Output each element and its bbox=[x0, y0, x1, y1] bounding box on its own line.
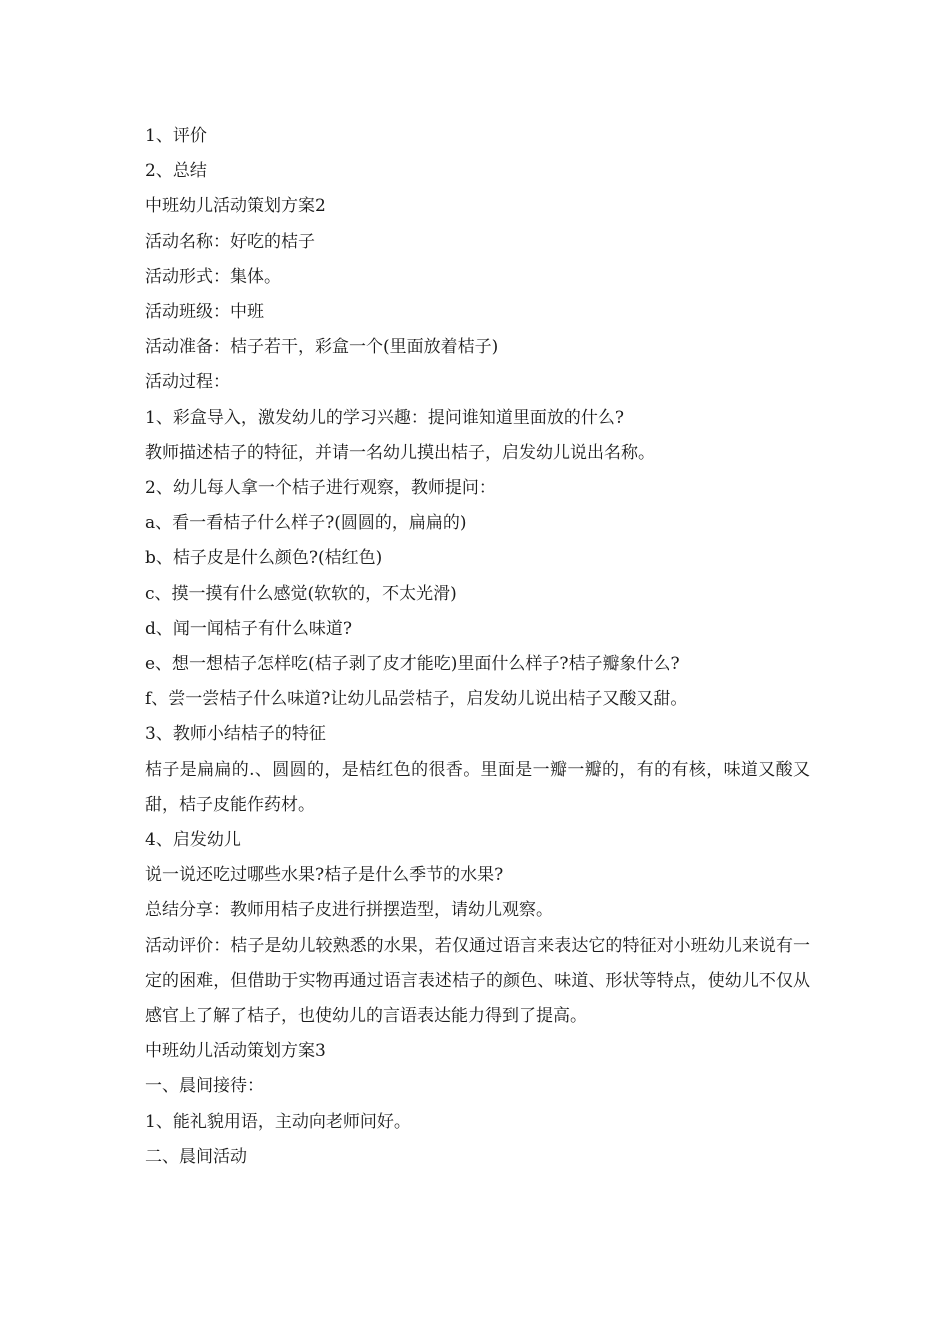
text-line: 说一说还吃过哪些水果?桔子是什么季节的水果? bbox=[145, 865, 504, 886]
section-title: 中班幼儿活动策划方案3 bbox=[145, 1041, 326, 1062]
text-line: 1、能礼貌用语，主动向老师问好。 bbox=[145, 1111, 411, 1132]
text-line: 活动名称：好吃的桔子 bbox=[145, 231, 315, 252]
text-line: 2、幼儿每人拿一个桔子进行观察，教师提问： bbox=[145, 478, 496, 499]
text-line: 2、总结 bbox=[145, 161, 207, 182]
text-line: 二、晨间活动 bbox=[145, 1146, 247, 1167]
section-title: 中班幼儿活动策划方案2 bbox=[145, 196, 326, 217]
text-line: 4、启发幼儿 bbox=[145, 830, 241, 851]
text-line: d、闻一闻桔子有什么味道? bbox=[145, 618, 352, 639]
text-line: f、尝一尝桔子什么味道?让幼儿品尝桔子，启发幼儿说出桔子又酸又甜。 bbox=[145, 689, 688, 710]
text-line: 活动形式：集体。 bbox=[145, 266, 281, 287]
text-line: 一、晨间接待： bbox=[145, 1076, 264, 1097]
document-body bbox=[145, 119, 810, 1175]
text-line: 教师描述桔子的特征，并请一名幼儿摸出桔子，启发幼儿说出名称。 bbox=[145, 442, 655, 463]
text-line: 3、教师小结桔子的特征 bbox=[145, 724, 326, 745]
orange-description-paragraph: 桔子是扁扁的.、圆圆的，是桔红色的很香。里面是一瓣一瓣的，有的有核，味道又酸又甜，桔子皮能作药材。 bbox=[145, 759, 810, 815]
text-line: e、想一想桔子怎样吃(桔子剥了皮才能吃)里面什么样子?桔子瓣象什么? bbox=[145, 654, 680, 675]
text-line: c、摸一摸有什么感觉(软软的，不太光滑) bbox=[145, 583, 457, 604]
text-line: 活动班级：中班 bbox=[145, 302, 264, 323]
text-line: a、看一看桔子什么样子?(圆圆的，扁扁的) bbox=[145, 513, 467, 534]
text-line: 1、评价 bbox=[145, 126, 207, 146]
text-line: 活动过程： bbox=[145, 372, 230, 393]
evaluation-paragraph: 活动评价：桔子是幼儿较熟悉的水果，若仅通过语言来表达它的特征对小班幼儿来说有一定的困难，但借助于实物再通过语言表述桔子的颜色、味道、形状等特点，使幼儿不仅从感官上了解了桔子，也使幼儿的言语表达能力得到了提高。 bbox=[145, 935, 810, 1027]
text-line: 总结分享：教师用桔子皮进行拼摆造型，请幼儿观察。 bbox=[145, 900, 553, 921]
text-line: b、桔子皮是什么颜色?(桔红色) bbox=[145, 548, 383, 569]
text-line: 活动准备：桔子若干，彩盒一个(里面放着桔子) bbox=[145, 337, 499, 358]
text-line: 1、彩盒导入，激发幼儿的学习兴趣：提问谁知道里面放的什么? bbox=[145, 407, 624, 428]
